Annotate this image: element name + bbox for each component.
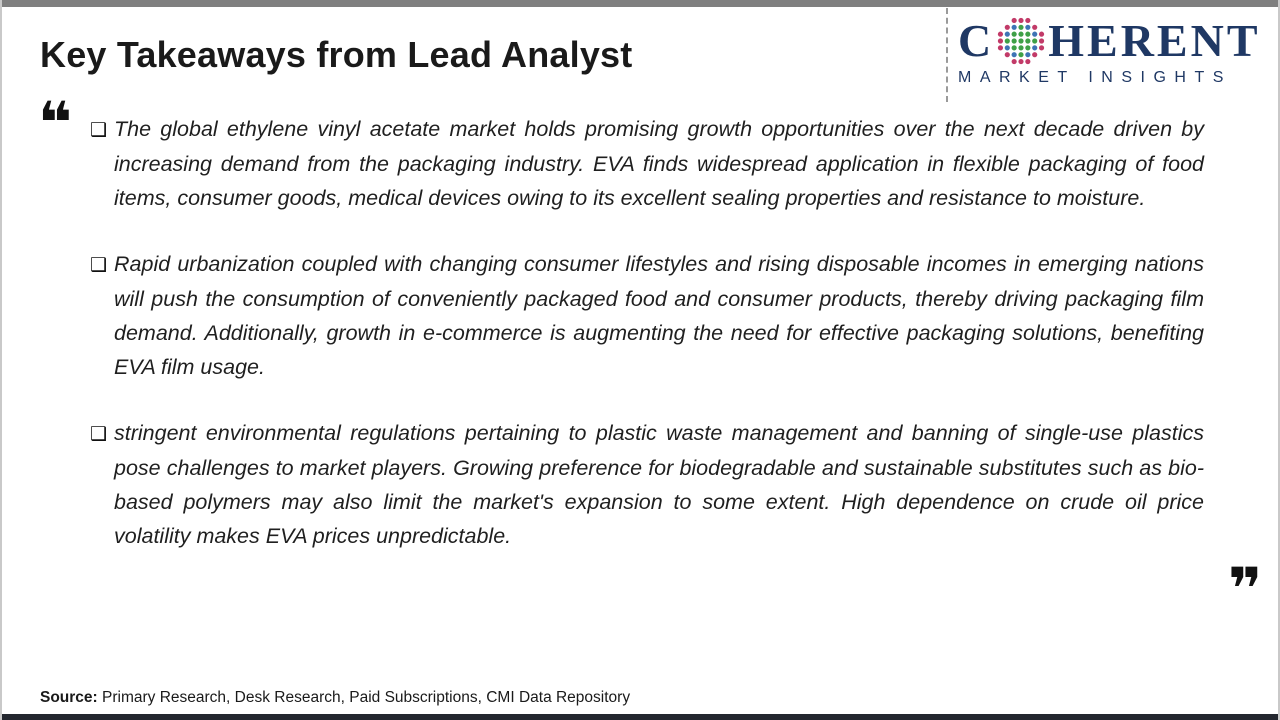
logo-brand-row [958, 15, 1261, 66]
close-quote-icon: ❞ [1227, 555, 1262, 623]
source-label: Source: [40, 689, 98, 706]
logo-subtitle: MARKET INSIGHTS [958, 69, 1232, 86]
takeaway-text: Rapid urbanization coupled with changing consumer lifestyles and rising disposable incomes in emerging nations will push the consumption of conveniently packaged food and consumer products, thereby driving packaging film demand. Additionally, growth in e-commerce is augmenting the need for effective packaging solutions, benefiting EVA film usage. [114, 252, 1204, 379]
takeaway-item [90, 416, 1204, 553]
logo-letter-c: C [958, 15, 995, 66]
takeaway-item [90, 247, 1204, 384]
coherent-market-insights-logo [958, 15, 1261, 87]
takeaways-list [90, 112, 1204, 585]
bottom-accent-bar [2, 714, 1278, 720]
dotted-globe-icon [996, 16, 1046, 66]
logo-letters-herent: HERENT [1048, 15, 1261, 66]
open-quote-icon: ❝ [38, 89, 73, 157]
takeaway-text: stringent environmental regulations pertaining to plastic waste management and banning of single-use plastics pose challenges to market players. Growing preference for biodegradable and sustainable substitutes such as bio-based polymers may also limit the market's expansion to some extent. High dependence on crude oil price volatility makes EVA prices unpredictable. [114, 421, 1204, 548]
checkbox-bullet-icon: ❑ [90, 423, 108, 445]
checkbox-bullet-icon: ❑ [90, 119, 108, 141]
checkbox-bullet-icon: ❑ [90, 254, 108, 276]
source-line [40, 689, 630, 707]
takeaway-text: The global ethylene vinyl acetate market holds promising growth opportunities over the next decade driven by increasing demand from the packaging industry. EVA finds widespread application in flexible packaging of food items, consumer goods, medical devices owing to its excellent sealing properties and resistance to moisture. [114, 117, 1204, 210]
logo-divider-dashed-line [946, 8, 948, 102]
page-title: Key Takeaways from Lead Analyst [40, 34, 633, 75]
source-text: Primary Research, Desk Research, Paid Subscriptions, CMI Data Repository [97, 689, 631, 706]
takeaway-item [90, 112, 1204, 215]
top-accent-bar [2, 0, 1278, 7]
